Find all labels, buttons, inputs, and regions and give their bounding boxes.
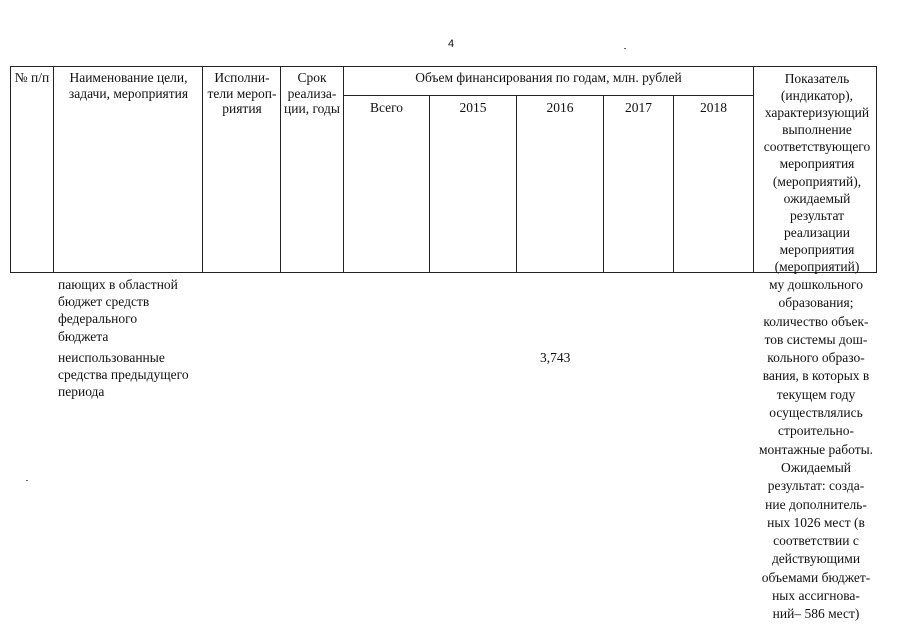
header-financing-2018: 2018 [700,100,727,115]
table-header [10,66,877,273]
column-divider [429,96,430,272]
header-col-period: Срок реализа- ции, годы [284,70,340,117]
column-divider [673,96,674,272]
column-divider [53,67,54,272]
name-block-1: пающих в областной бюджет средств федерального бюджета [58,277,178,344]
column-divider [343,67,344,272]
value-2016: 3,743 [540,350,571,365]
scan-speck [26,480,28,481]
page-number: 4 [448,38,455,50]
header-col-num: № п/п [14,70,50,85]
column-divider [516,96,517,272]
header-financing-2015: 2015 [459,100,487,115]
header-financing-group: Объем финансирования по годам, млн. рублей [415,70,682,85]
name-block-2: неиспользованные средства предыдущего периода [58,350,189,400]
scan-speck [624,48,626,49]
header-financing-2017: 2017 [625,100,652,115]
indicator-text: му дошкольного образования; количество объек-тов системы дош-кольного образо-вания, в которых в текущем году осуществлялись строительно-монтажные работы. Ожидаемый результат: созда-ние дополнитель-ных 1026 мест (в соответствии с действующими объемами бюджет-ных ассигнова-ний– 586 мест) [758,277,874,622]
header-col-executors: Исполни- тели мероп- риятия [207,70,277,117]
row-divider [343,95,753,96]
column-divider [753,67,754,272]
column-divider [603,96,604,272]
header-col-indicator: Показатель (индикатор), характеризующий выполнение соответствующего мероприятия (мероприятий), ожидаемый результат реализации мероприятия (мероприятий) [763,71,871,275]
header-col-name: Наименование цели, задачи, мероприятия [68,70,189,101]
header-financing-total: Всего [369,100,404,115]
header-financing-2016: 2016 [546,100,574,115]
